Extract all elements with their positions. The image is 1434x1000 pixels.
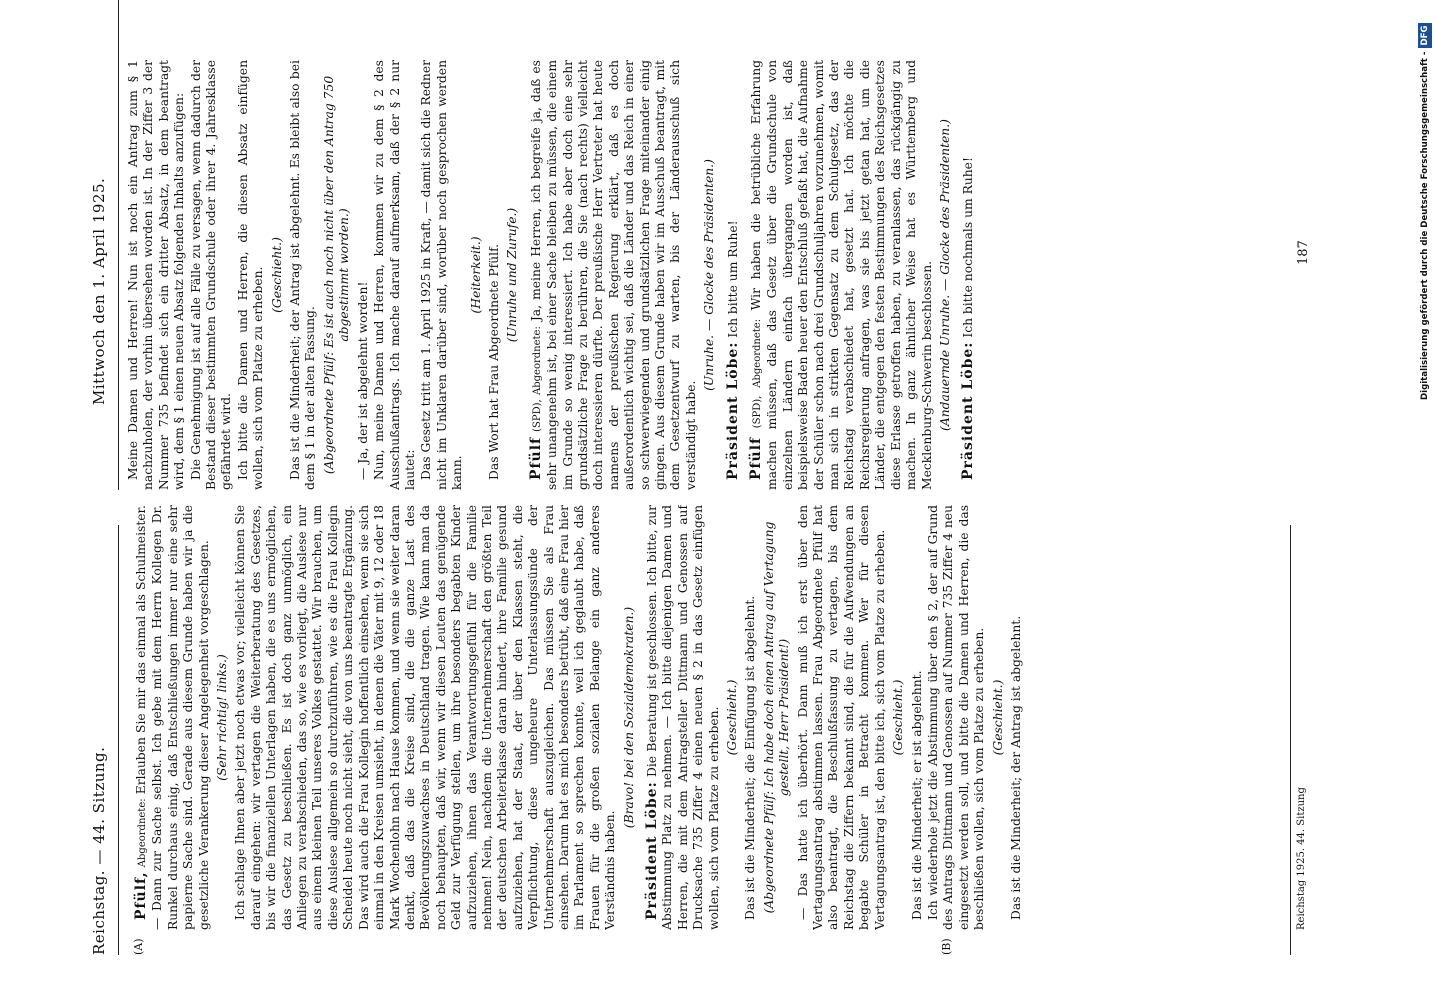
stage-direction: (Unruhe und Zurufe.) — [505, 207, 520, 343]
speech-paragraph — [529, 60, 699, 490]
paragraph-text: Das ist die Minderheit; der Antrag ist abgelehnt. — [1008, 615, 1023, 920]
paragraph-text: Das Wort hat Frau Abgeordnete Pfülf. — [486, 243, 501, 480]
speaker-role: (SPD), Abgeordnete: — [531, 326, 543, 432]
header-center: Mittwoch den 1. April 1925. — [90, 177, 108, 405]
paragraph-text: Ja, meine Herren, ich begreife ja, daß es sehr unangenehm ist, bei einer Sache bleiben zu müssen, die einem im Grunde so wenig interessiert. Ich habe aber doch eine sehr grundsätzliche Frage zu berühren, die Sie (nach rechts) vielleicht doch interessieren dürfte. Der preußische Herr Vertreter hat heute namens der preußischen Regierung erklärt, daß es doch außerordentlich wichtig sei, daß die Länder und das Reich in einer so schwerwiegenden und grundsätzlichen Frage miteinander einig gingen. Aus diesem Grunde haben wir im Ausschuß beantragt, mit dem Gesetzentwurf zu warten, bis der Länderausschuß sich verständigt habe. — [528, 60, 698, 490]
speech-paragraph — [645, 505, 722, 930]
speaker-name: Pfülf — [748, 436, 765, 480]
scanned-page — [60, 60, 1350, 965]
paragraph-text: Ich bitte nochmals um Ruhe! — [961, 157, 976, 338]
text-paragraph — [236, 60, 267, 490]
stage-direction: (Heiterkeit.) — [468, 236, 483, 314]
footer-left: Reichstag 1925. 44. Sitzung — [1296, 787, 1307, 930]
page-header — [90, 65, 114, 965]
stage-direction: (Unruhe. — Glocke des Präsidenten.) — [702, 159, 717, 391]
digitization-note — [1418, 10, 1432, 400]
text-paragraph — [189, 60, 235, 490]
paragraph-text: Nun, meine Damen und Herren, kommen wir zu dem § 2 des Ausschußantrags. Ich mache darauf aufmerksam, daß der § 2 nur lautet: — [372, 60, 417, 490]
text-paragraph — [487, 60, 502, 490]
paragraph-text: — Ja, der ist abgelehnt worden! — [355, 281, 370, 480]
text-paragraph — [372, 60, 418, 490]
paragraph-text: Wir haben die betrübliche Erfahrung machen müssen, daß das Gesetz über die Grundschule von einzelnen Ländern einfach übergangen worden ist, daß beispielsweise Baden heuer den Entschluß gefaßt hat, die Aufnahme der Schüler schon nach drei Grundschuljahren vorzunehmen, womit man sich in strikten Gegensatz zu dem Schulgesetz, das der Reichstag verabschiedet hat, gesetzt hat. Ich möchte die Reichsregierung anfragen, was sie bis jetzt getan hat, um die Länder, die entgegen den festen Bestimmungen des Reichsgesetzes diese Erlasse getroffen haben, zu veranlassen, das rückgängig zu machen. In ganz ähnlicher Weise hat es Württemberg und Mecklenburg-Schwerin beschlossen. — [749, 60, 934, 490]
speech-paragraph — [961, 60, 976, 490]
speaker-name: Pfülf — [527, 436, 544, 480]
speaker-name: Pfülf, — [133, 871, 149, 920]
stage-direction: (Sehr richtig! links.) — [215, 654, 230, 781]
text-paragraph — [796, 505, 888, 930]
text-column-left — [126, 505, 1241, 930]
paragraph-text: — Das hatte ich überhört. Dann muß ich erst über den Vertagungsantrag abstimmen lassen. Frau Abgeordnete Pfülf hat also beantragt, die Beschlußfassung zu vertagen, bis dem Reichstag die Ziffern bekannt sind, die für die Aufwendungen an begabte Schüler in Betracht kommen. Wer für diesen Vertagungsantrag ist, den bitte ich, sich vom Platze zu erheben. — [795, 505, 887, 930]
margin-marker-b: (B) — [940, 938, 953, 955]
text-paragraph — [419, 60, 465, 490]
paragraph-text: Die Beratung ist geschlossen. Ich bitte, zur Abstimmung Platz zu nehmen. — Ich bitte diejenigen Damen und Herren, die mit dem Antragsteller Dittmann und Genossen auf Drucksache 735 Ziffer 4 einen neuen § 2 in das Gesetz einfügen wollen, sich vom Platze zu erheben. — [645, 505, 721, 930]
speaker-name: Präsident Löbe: — [644, 781, 660, 920]
paragraph-text: Erlauben Sie mir das einmal als Schulmeister. — Dann zur Sache selbst. Ich gebe mit dem Herrn Kollegen Dr. Runkel durchaus einig, daß Entschließungen immer nur eine sehr papierne Sache sind. Gerade aus diesem Grunde haben wir ja die gesetzliche Verankerung dieser Angelegenheit vorgeschlagen. — [134, 505, 211, 930]
text-paragraph — [743, 505, 758, 930]
dfg-logo: DFG — [1420, 25, 1430, 46]
digitization-text: Digitalisierung gefördert durch die Deutsche Forschungsgemeinschaft - — [1420, 51, 1430, 400]
paragraph-text: Das ist die Minderheit; der Antrag ist abgelehnt. Es bleibt also bei dem § 1 in der alten Fassung. — [288, 60, 318, 490]
speaker-name: Präsident Löbe: — [960, 341, 977, 480]
sheet-number: 187 — [1296, 240, 1311, 265]
header-rule-left — [118, 525, 119, 955]
paragraph-text: Das ist die Minderheit; er ist abgelehnt. — [909, 670, 924, 920]
paragraph-text: Das Gesetz tritt am 1. April 1925 in Kraft, — damit sich die Redner nicht im Unklaren darüber sind, worüber noch gesprochen werden kann. — [419, 60, 465, 490]
footer-rule — [1290, 525, 1291, 955]
stage-direction: (Geschieht.) — [725, 679, 740, 756]
text-column-right — [126, 60, 1241, 490]
paragraph-text: Das ist die Minderheit; die Einfügung ist abgelehnt. — [743, 595, 758, 920]
header-left: Reichstag. — 44. Sitzung. — [90, 746, 108, 955]
paragraph-text: Ich bitte um Ruhe! — [725, 220, 740, 338]
text-paragraph — [288, 60, 319, 490]
paragraph-text: Ich wiederhole jetzt die Abstimmung über den § 2, der auf Grund des Antrags Dittmann und Genossen auf Nummer 735 Ziffer 4 neu eingesetzt werden soll, und bitte die Damen und Herren, die das beschließen wollen, sich vom Platze zu erheben. — [925, 505, 987, 930]
text-paragraph — [926, 505, 988, 930]
stage-direction: (Geschieht.) — [990, 679, 1005, 756]
stage-direction: (Abgeordnete Pfülf: Ich habe doch einen Antrag auf Vertagung gestellt, Herr Präsident!) — [761, 521, 792, 914]
header-rule-right — [118, 0, 119, 490]
speaker-role: (SPD), Abgeordnete: — [752, 318, 764, 429]
paragraph-text: Ich bitte die Damen und Herren, die diesen Absatz einfügen wollen, sich vom Platze zu erheben. — [235, 60, 266, 490]
margin-marker-a: (A) — [132, 938, 145, 955]
speech-paragraph — [749, 60, 935, 490]
text-paragraph — [910, 505, 925, 930]
stage-direction: (Geschieht.) — [891, 679, 906, 756]
stage-direction: (Abgeordnete Pfülf: Es ist auch noch nicht über den Antrag 750 abgestimmt worden.) — [321, 75, 352, 475]
text-paragraph — [233, 505, 618, 930]
paragraph-text: Die Genehmigung ist auf alle Fälle zu versagen, wenn dadurch der Bestand dieser bestimmten Grundschule oder ihrer 4. Jahresklasse gefährdet wird. — [188, 60, 234, 490]
speaker-name: Präsident Löbe: — [724, 341, 741, 480]
stage-direction: (Geschieht.) — [269, 237, 284, 313]
stage-direction: (Bravo! bei den Sozialdemokraten.) — [621, 606, 636, 829]
stage-direction: (Andauernde Unruhe. — Glocke des Präsidenten.) — [937, 119, 952, 431]
paragraph-text: Meine Damen und Herren! Nun ist noch ein Antrag zum § 1 nachzuholen, der vorhin übersehen worden ist. In der Ziffer 3 der Nummer 735 befindet sich ein dritter Absatz, in dem beantragt wird, dem § 1 einen neuen Absatz folgenden Inhalts anzufügen: — [126, 60, 187, 490]
speech-paragraph — [726, 60, 741, 490]
text-paragraph — [126, 60, 188, 490]
text-paragraph — [1009, 505, 1024, 930]
text-paragraph — [356, 60, 371, 490]
speech-paragraph — [134, 505, 212, 930]
paragraph-text: Ich schlage Ihnen aber jetzt noch etwas vor; vielleicht können Sie darauf eingehen: wir vertagen die Weiterberatung des Gesetzes, bis wir die finanziellen Unterlagen haben, die es uns ermöglichen, das Gesetz zu beschließen. Es ist doch ganz unmöglich, ein Anliegen zu verabschieden, das so, wie es vorliegt, die Auslese nur aus einem kleinen Teil unseres Volkes gestattet. Wir brauchen, um diese Auslese allgemein so durchzuführen, wie es die Frau Kollegin Scheidel heute noch nicht sieht, die von uns beantragte Ergänzung. Das wird auch die Frau Kollegin hoffentlich einsehen, wenn sie sich einmal in den Kreisen umsieht, in denen die Väter mit 9, 12 oder 18 Mark Wochenlohn nach Hause kommen, und wenn sie weiter daran denkt, daß das die Kreise sind, die die ganze Last des Bevölkerungszuwachses in Deutschland tragen. Wie kann man da noch behaupten, daß wir, wenn wir diesen Leuten das genügende Geld zur Verfügung stellen, um ihre besonders begabten Kinder aufzuziehen, ihnen das Verantwortungsgefühl für die Familie nehmen! Nein, nachdem die Unternehmerschaft den größten Teil der deutschen Arbeiterklasse daran hindert, ihre Familie gesund aufzuziehen, hat der Staat, der über den Klassen steht, die Verpflichtung, diese ungeheure Unterlassungssünde der Unternehmerschaft auszugleichen. Das müssen Sie als Frau einsehen. Darum hat es mich besonders betrübt, daß eine Frau hier im Parlament so sprechen konnte, weil ich geglaubt habe, daß Frauen für die großen sozialen Belange ein ganz anderes Verständnis haben. — [233, 505, 618, 930]
speaker-role: Abgeordnete: — [137, 798, 148, 868]
